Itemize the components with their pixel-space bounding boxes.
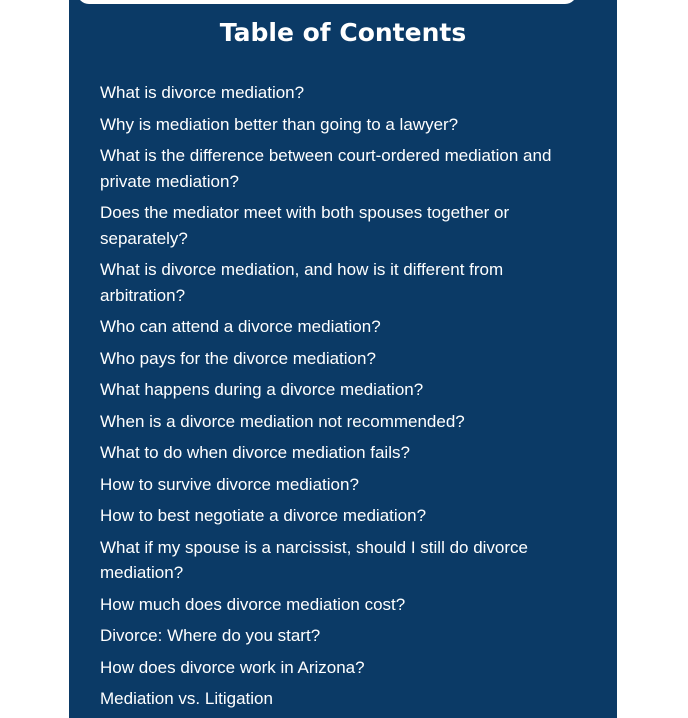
toc-item xyxy=(100,346,570,372)
toc-item xyxy=(100,257,570,308)
toc-link-survive-mediation[interactable]: How to survive divorce mediation? xyxy=(100,474,359,494)
toc-link-what-is-divorce-mediation[interactable]: What is divorce mediation? xyxy=(100,83,305,102)
toc-link-not-recommended[interactable]: When is a divorce mediation not recommended? xyxy=(100,411,465,431)
toc-item xyxy=(100,200,570,251)
toc-item xyxy=(100,314,570,340)
toc-link-negotiate-mediation[interactable]: How to best negotiate a divorce mediation? xyxy=(100,506,427,525)
search-box-card xyxy=(77,0,577,4)
toc-link-mediator-meeting[interactable]: Does the mediator meet with both spouses together or separately? xyxy=(100,203,510,248)
toc-link-divorce-arizona[interactable]: How does divorce work in Arizona? xyxy=(100,657,365,677)
toc-link-mediation-vs-litigation[interactable]: Mediation vs. Litigation xyxy=(100,689,273,708)
toc-link-mediation-vs-arbitration[interactable]: What is divorce mediation, and how is it different from arbitration? xyxy=(100,260,504,305)
toc-link-mediation-fails[interactable]: What to do when divorce mediation fails? xyxy=(100,443,410,462)
toc-item xyxy=(100,112,570,138)
toc-link-who-pays[interactable]: Who pays for the divorce mediation? xyxy=(100,348,376,368)
toc-link-who-can-attend[interactable]: Who can attend a divorce mediation? xyxy=(100,317,381,336)
toc-item xyxy=(100,623,570,649)
toc-link-court-vs-private[interactable]: What is the difference between court-ordered mediation and private mediation? xyxy=(100,146,552,191)
toc-item xyxy=(100,440,570,466)
toc-link-mediation-vs-lawyer[interactable]: Why is mediation better than going to a lawyer? xyxy=(100,114,459,134)
toc-item xyxy=(100,143,570,194)
toc-link-where-to-start[interactable]: Divorce: Where do you start? xyxy=(100,626,321,645)
toc-title: Table of Contents xyxy=(219,18,467,47)
toc-list xyxy=(100,80,570,718)
toc-item xyxy=(100,535,570,586)
toc-item xyxy=(100,592,570,618)
table-of-contents-panel xyxy=(69,0,617,718)
toc-item xyxy=(100,409,570,435)
toc-link-narcissist-spouse[interactable]: What if my spouse is a narcissist, should I still do divorce mediation? xyxy=(100,537,528,582)
toc-item xyxy=(100,80,570,106)
toc-item xyxy=(100,686,570,712)
toc-item xyxy=(100,472,570,498)
toc-link-mediation-cost[interactable]: How much does divorce mediation cost? xyxy=(100,594,406,614)
toc-item xyxy=(100,503,570,529)
toc-item xyxy=(100,377,570,403)
toc-link-what-happens[interactable]: What happens during a divorce mediation? xyxy=(100,380,424,399)
toc-item xyxy=(100,655,570,681)
